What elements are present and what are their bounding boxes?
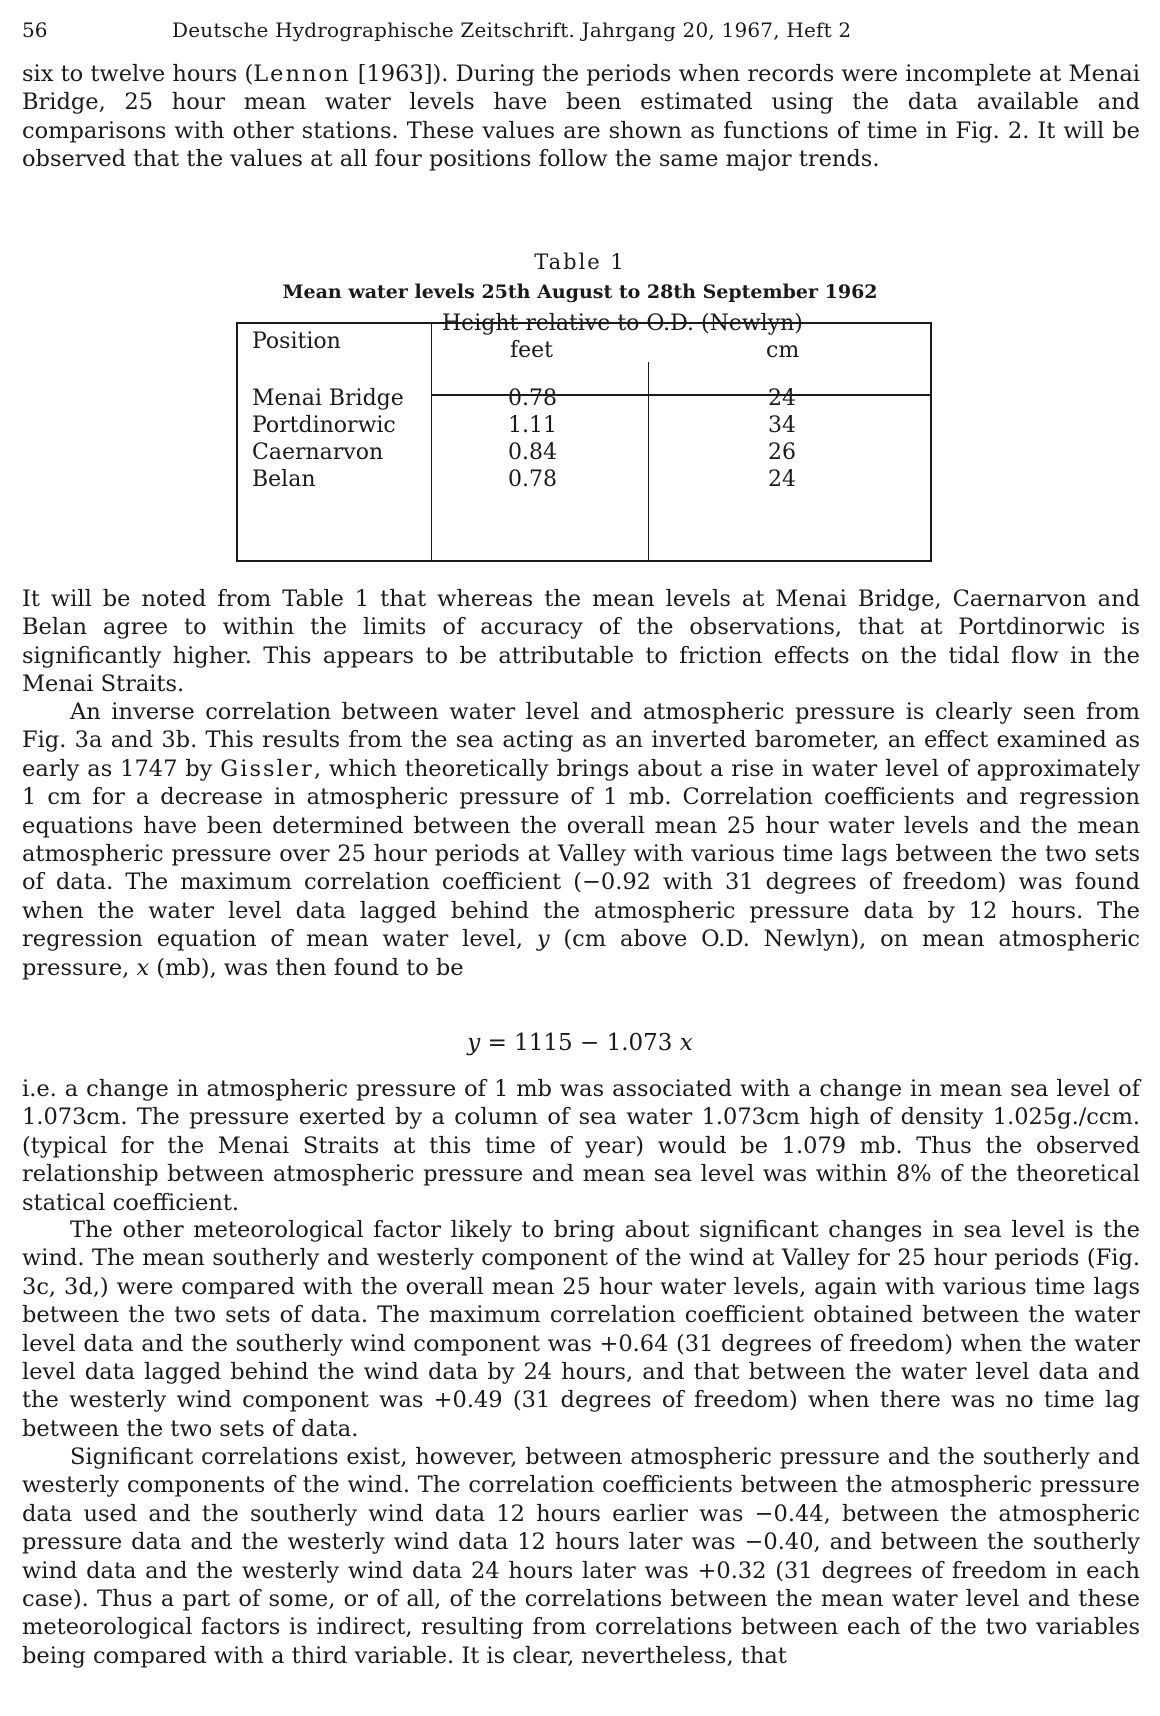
- para3-text-4: (mb), was then found to be: [149, 954, 464, 981]
- body-paragraph: i.e. a change in atmospheric pressure of 1 mb was associated with a change in mean sea level of 1.073cm. The pressure exerted by a column of sea water 1.073cm high of density 1.025g./ccm. (typical for the Menai Straits at this time of year) would be 1.079 mb. Thus the observed relationship between atmospheric pressure and mean sea level was within 8% of the theoretical statical coefficient.: [22, 1076, 1140, 1216]
- header-rule: [431, 394, 930, 396]
- row-feet: 0.78: [508, 467, 557, 492]
- row-position: Caernarvon: [252, 440, 384, 465]
- feet-header: feet: [510, 338, 554, 363]
- column-divider-units: [648, 362, 649, 560]
- row-position: Portdinorwic: [252, 413, 396, 438]
- row-cm: 26: [768, 440, 796, 465]
- intro-paragraph: [22, 60, 1140, 174]
- cm-header: cm: [766, 338, 800, 363]
- running-head: Deutsche Hydrographische Zeitschrift. Jahrgang 20, 1967, Heft 2: [172, 18, 852, 42]
- column-divider-position: [431, 324, 432, 560]
- page-header: [22, 18, 962, 48]
- page-number: 56: [22, 18, 48, 42]
- body-paragraph: The other meteorological factor likely to bring about significant changes in sea level is the wind. The mean southerly and westerly component of the wind at Valley for 25 hour periods (Fig. 3c, 3d,) were compared with the overall mean 25 hour water levels, again with various time lags between the two sets of data. The maximum correlation coefficient obtained between the water level data and the southerly wind component was +0.64 (31 degrees of freedom) when the water level data lagged behind the wind data by 24 hours, and that between the water level data and the westerly wind component was +0.49 (31 degrees of freedom) when there was no time lag between the two sets of data.: [22, 1217, 1140, 1442]
- row-cm: 24: [768, 386, 796, 411]
- equation-variable: x: [679, 1030, 693, 1056]
- variable-y: y: [536, 926, 550, 953]
- row-cm: 34: [768, 413, 796, 438]
- row-feet: 0.84: [508, 440, 557, 465]
- mean-water-levels-table: [236, 311, 932, 562]
- equation-lhs: y: [467, 1030, 481, 1056]
- regression-equation: [0, 1030, 1160, 1056]
- row-feet: 0.78: [508, 386, 557, 411]
- body-paragraph: Significant correlations exist, however, between atmospheric pressure and the southerly and westerly components of the wind. The correlation coefficients between the atmospheric pressure data used and the southerly wind data 12 hours earlier was −0.44, between the atmospheric pressure data and the westerly wind data 12 hours later was −0.40, and between the southerly wind data and the westerly wind data 24 hours later was +0.32 (31 degrees of freedom in each case). Thus a part of some, or of all, of the correlations between the mean water level and these meteorological factors is indirect, resulting from correlations between each of the two variables being compared with a third variable. It is clear, nevertheless, that: [22, 1444, 1140, 1669]
- author-gissler: Gissler: [220, 755, 314, 782]
- para3-text-3: (cm above O.D. Newlyn), on mean atmospheric pressure,: [22, 926, 1140, 981]
- body-paragraph: It will be noted from Table 1 that whereas the mean levels at Menai Bridge, Caernarvon and Belan agree to within the limits of accuracy of the observations, that at Portdinorwic is significantly higher. This appears to be attributable to friction effects on the tidal flow in the Menai Straits.: [22, 586, 1140, 698]
- row-cm: 24: [768, 467, 796, 492]
- row-position: Belan: [252, 467, 316, 492]
- height-header: Height relative to O.D. (Newlyn): [442, 311, 803, 336]
- position-header: Position: [252, 329, 341, 354]
- variable-x: x: [136, 954, 150, 981]
- para3-text-1: An inverse correlation between water level and atmospheric pressure is clearly seen from Fig. 3a and 3b. This results from the sea acting as an inverted barometer, an effect examined as early as 1747 by: [22, 699, 1140, 782]
- para3-text-2: , which theoretically brings about a rise in water level of approximately 1 cm for a decrease in atmospheric pressure of 1 mb. Correlation coefficients and regression equations have been determined between the overall mean 25 hour water levels and the mean atmospheric pressure over 25 hour periods at Valley with various time lags between the two sets of data. The maximum correlation coefficient (−0.92 with 31 degrees of freedom) was found when the water level data lagged behind the atmospheric pressure data by 12 hours. The regression equation of mean water level,: [22, 755, 1140, 953]
- row-position: Menai Bridge: [252, 386, 404, 411]
- row-feet: 1.11: [508, 413, 557, 438]
- table-title: Mean water levels 25th August to 28th September 1962: [282, 281, 878, 303]
- table-label: Table 1: [534, 250, 626, 274]
- author-lennon: Lennon: [253, 61, 351, 87]
- intro-text-2: [1963]). During the periods when records were incomplete at Menai Bridge, 25 hour mean water levels have been estimated using the data available and comparisons with other stations. These values are shown as functions of time in Fig. 2. It will be observed that the values at all four positions follow the same major trends.: [22, 61, 1140, 173]
- equation-rhs: = 1115 − 1.073: [480, 1030, 680, 1056]
- body-paragraph: [22, 698, 1140, 982]
- intro-text-1: six to twelve hours (: [22, 61, 254, 87]
